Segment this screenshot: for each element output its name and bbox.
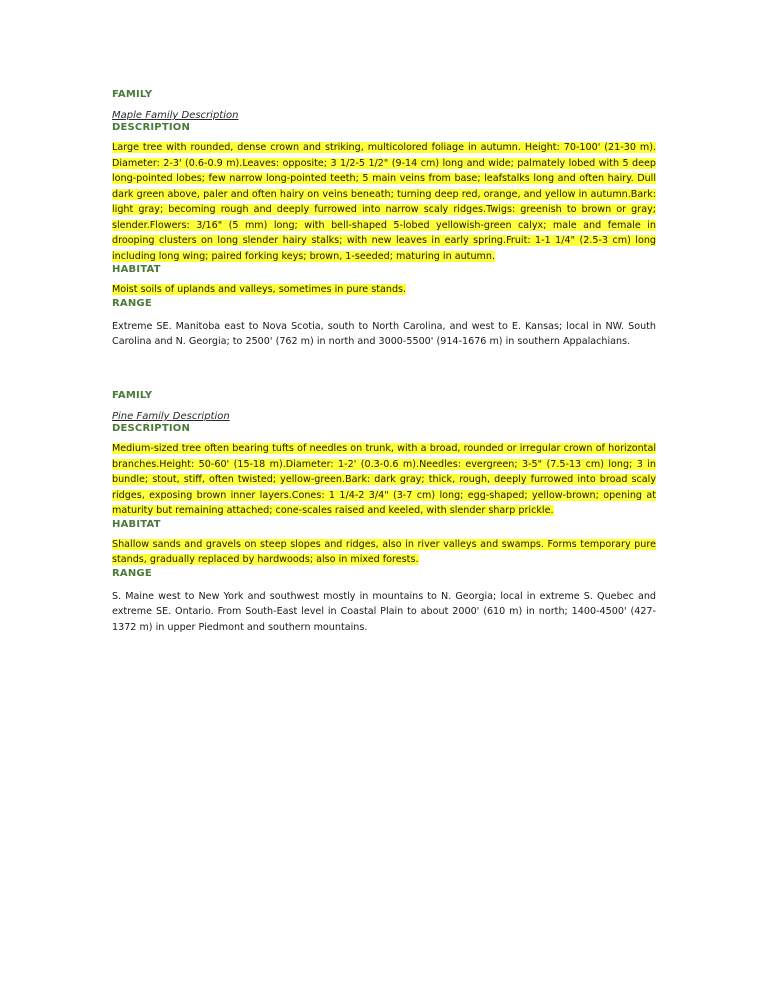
description-text: [112, 140, 656, 264]
description-highlight: Large tree with rounded, dense crown and striking, multicolored foliage in autumn. Height: 70-100' (21-30 m). Diameter: 2-3' (0.6-0.9 m).Leaves: opposite; 3 1/2-5 1/2" (9-14 cm) long and wide; palmately lobed with 5 deep long-pointed lobes; few narrow long-pointed teeth; 5 main veins from base; leafstalks long and often hairy. Dull dark green above, paler and often hairy on veins beneath; turning deep red, orange, and yellow in autumn.Bark: light gray; becoming rough and deeply furrowed into narrow scaly ridges.Twigs: greenish to brown or gray; slender.Flowers: 3/16" (5 mm) long; with bell-shaped 5-lobed yellowish-green calyx; male and female in drooping clusters on long slender hairy stalks; with new leaves in early spring.Fruit: 1-1 1/4" (2.5-3 cm) long including long wing; paired forking keys; brown, 1-seeded; maturing in autumn.: [112, 142, 656, 262]
description-heading: DESCRIPTION: [112, 423, 191, 434]
habitat-highlight: Moist soils of uplands and valleys, sometimes in pure stands.: [112, 284, 407, 295]
range-text: S. Maine west to New York and southwest mostly in mountains to N. Georgia; local in extreme S. Quebec and extreme SE. Ontario. From South-East level in Coastal Plain to about 2000' (610 m) in north; 1400-4500' (427-1372 m) in upper Piedmont and southern mountains.: [112, 590, 656, 633]
range-text: Extreme SE. Manitoba east to Nova Scotia, south to North Carolina, and west to E. Kansas; local in NW. South Carolina and N. Georgia; to 2500' (762 m) in north and 3000-5500' (914-1676 m) in southern Appalachians.: [112, 320, 656, 347]
habitat-text: [112, 282, 656, 298]
range-heading: RANGE: [112, 297, 152, 309]
habitat-text: [112, 537, 656, 568]
family-heading: FAMILY: [112, 390, 153, 401]
description-heading: DESCRIPTION: [112, 122, 191, 133]
maple-entry: [112, 89, 656, 350]
family-description-link[interactable]: Maple Family Description: [112, 110, 239, 121]
family-heading: FAMILY: [112, 89, 153, 100]
description-text: [112, 441, 656, 519]
habitat-highlight: Shallow sands and gravels on steep slopes and ridges, also in river valleys and swamps. Forms temporary pure stands, gradually replaced by hardwoods; also in mixed forests.: [112, 538, 656, 565]
pine-entry: [112, 390, 656, 635]
habitat-heading: HABITAT: [112, 518, 161, 530]
family-description-link[interactable]: Pine Family Description: [112, 411, 230, 422]
description-highlight: Medium-sized tree often bearing tufts of needles on trunk, with a broad, rounded or irregular crown of horizontal branches.Height: 50-60' (15-18 m).Diameter: 1-2' (0.3-0.6 m).Needles: evergreen; 3-5" (7.5-13 cm) long; 3 in bundle; stout, stiff, often twisted; yellow-green.Bark: dark gray; thick, rough, deeply furrowed into broad scaly ridges, exposing brown inner layers.Cones: 1 1/4-2 3/4" (3-7 cm) long; egg-shaped; yellow-brown; opening at maturity but remaining attached; cone-scales raised and keeled, with slender sharp prickle.: [112, 443, 656, 516]
range-heading: RANGE: [112, 567, 152, 579]
habitat-heading: HABITAT: [112, 264, 161, 275]
